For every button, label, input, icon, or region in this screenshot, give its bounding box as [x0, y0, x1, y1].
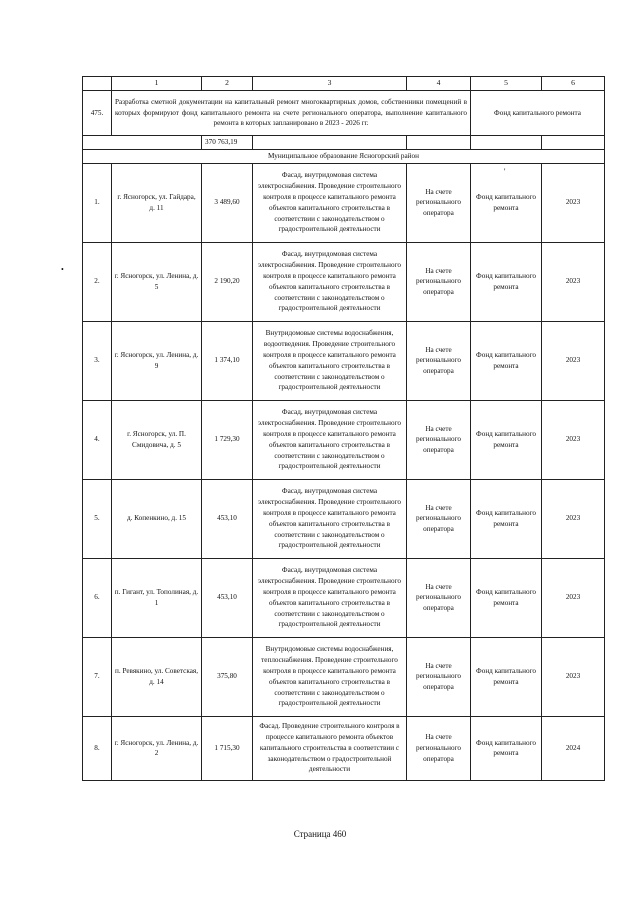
row-fund: Фонд капитального ремонта: [471, 400, 542, 479]
row-cost: 453,10: [202, 558, 253, 637]
row-address: г. Ясногорск, ул. П. Смидовича, д. 5: [112, 400, 202, 479]
row-works: Внутридомовые системы водоснабжения, теплоснабжения. Проведение строительного контроля в процессе капитального ремонта объектов капитального строительства в соответствии с законодательством о градостроительной деятельности: [253, 637, 407, 716]
row-address: п. Ревякино, ул. Советская, д. 14: [112, 637, 202, 716]
row-number: 6.: [83, 558, 112, 637]
row-account: На счете регионального оператора: [407, 163, 471, 242]
table-row: [83, 400, 605, 479]
row-year: 2023: [542, 242, 605, 321]
row-works: Фасад, внутридомовая система электроснабжения. Проведение строительного контроля в процессе капитального ремонта объектов капитального строительства в соответствии с законодательством о градостроительной деятельности: [253, 558, 407, 637]
row-year: 2023: [542, 479, 605, 558]
header-cell-1: 1: [112, 77, 202, 91]
total-empty-5: [471, 136, 542, 150]
row-year: 2023: [542, 558, 605, 637]
row-address: г. Ясногорск, ул. Ленина, д. 2: [112, 716, 202, 780]
row-works: Фасад. Проведение строительного контроля в процессе капитального ремонта объектов капитального строительства в соответствии с законодательством о градостроительной деятельности: [253, 716, 407, 780]
row-account: На счете регионального оператора: [407, 637, 471, 716]
row-account: На счете регионального оператора: [407, 321, 471, 400]
row-works: Фасад, внутридомовая система электроснабжения. Проведение строительного контроля в процессе капитального ремонта объектов капитального строительства в соответствии с законодательством о градостроительной деятельности: [253, 242, 407, 321]
header-cell-6: 6: [542, 77, 605, 91]
section-row: [83, 150, 605, 164]
row-address: г. Ясногорск, ул. Ленина, д. 9: [112, 321, 202, 400]
row-number: 1.: [83, 163, 112, 242]
header-cell-5: 5: [471, 77, 542, 91]
row-cost: 375,80: [202, 637, 253, 716]
row-cost: 453,10: [202, 479, 253, 558]
total-row: [83, 136, 605, 150]
scan-tick-mark: ': [504, 167, 506, 176]
section-title: Муниципальное образование Ясногорский район: [83, 150, 605, 164]
row-fund: Фонд капитального ремонта: [471, 716, 542, 780]
margin-mark: •: [61, 265, 64, 274]
row-year: 2023: [542, 400, 605, 479]
table-row: [83, 163, 605, 242]
row-number: 8.: [83, 716, 112, 780]
row-year: 2023: [542, 163, 605, 242]
row-fund: Фонд капитального ремонта: [471, 321, 542, 400]
row-fund: Фонд капитального ремонта: [471, 637, 542, 716]
table-row: [83, 242, 605, 321]
row-works: Фасад, внутридомовая система электроснабжения. Проведение строительного контроля в процессе капитального ремонта объектов капитального строительства в соответствии с законодательством о градостроительной деятельности: [253, 479, 407, 558]
row-works: Фасад, внутридомовая система электроснабжения. Проведение строительного контроля в процессе капитального ремонта объектов капитального строительства в соответствии с законодательством о градостроительной деятельности: [253, 400, 407, 479]
header-cell-4: 4: [407, 77, 471, 91]
row-fund: Фонд капитального ремонта: [471, 242, 542, 321]
program-description: Разработка сметной документации на капитальный ремонт многоквартирных домов, собственники помещений в которых формируют фонд капитального ремонта на счете регионального оператора, выполнение капитального ремонта в которых запланировано в 2023 - 2026 гг.: [112, 91, 471, 136]
header-cell-2: 2: [202, 77, 253, 91]
row-account: На счете регионального оператора: [407, 400, 471, 479]
row-account: На счете регионального оператора: [407, 479, 471, 558]
row-number: 2.: [83, 242, 112, 321]
program-row: [83, 91, 605, 136]
column-number-header-row: [83, 77, 605, 91]
table-row: [83, 637, 605, 716]
total-spacer: [83, 136, 202, 150]
program-number: 475.: [83, 91, 112, 136]
row-year: 2024: [542, 716, 605, 780]
total-empty-6: [542, 136, 605, 150]
row-address: г. Ясногорск, ул. Гайдара, д. 11: [112, 163, 202, 242]
table-row: [83, 558, 605, 637]
row-account: На счете регионального оператора: [407, 716, 471, 780]
row-cost: 3 489,60: [202, 163, 253, 242]
row-fund: Фонд капитального ремонта: [471, 479, 542, 558]
row-cost: 1 729,30: [202, 400, 253, 479]
row-year: 2023: [542, 321, 605, 400]
row-address: д. Копенкино, д. 15: [112, 479, 202, 558]
header-cell-3: 3: [253, 77, 407, 91]
row-cost: 1 715,30: [202, 716, 253, 780]
row-number: 4.: [83, 400, 112, 479]
row-works: Фасад, внутридомовая система электроснабжения. Проведение строительного контроля в процессе капитального ремонта объектов капитального строительства в соответствии с законодательством о градостроительной деятельности: [253, 163, 407, 242]
row-account: На счете регионального оператора: [407, 242, 471, 321]
total-value: 370 763,19: [202, 136, 253, 150]
capital-repair-table: [82, 76, 605, 781]
row-cost: 2 190,20: [202, 242, 253, 321]
row-number: 3.: [83, 321, 112, 400]
row-fund: Фонд капитального ремонта: [471, 558, 542, 637]
row-number: 5.: [83, 479, 112, 558]
row-number: 7.: [83, 637, 112, 716]
page-number: Страница 460: [293, 829, 347, 839]
total-empty-3: [253, 136, 407, 150]
table-row: [83, 479, 605, 558]
row-account: На счете регионального оператора: [407, 558, 471, 637]
table-row: [83, 716, 605, 780]
row-fund: Фонд капитального ремонта: [471, 163, 542, 242]
header-cell-empty: [83, 77, 112, 91]
row-cost: 1 374,10: [202, 321, 253, 400]
table-row: [83, 321, 605, 400]
row-year: 2023: [542, 637, 605, 716]
program-fund: Фонд капитального ремонта: [471, 91, 605, 136]
row-address: г. Ясногорск, ул. Ленина, д. 5: [112, 242, 202, 321]
row-address: п. Гигант, ул. Тополиная, д. 1: [112, 558, 202, 637]
total-empty-4: [407, 136, 471, 150]
row-works: Внутридомовые системы водоснабжения, водоотведения. Проведение строительного контроля в процессе капитального ремонта объектов капитального строительства в соответствии с законодательством о градостроительной деятельности: [253, 321, 407, 400]
